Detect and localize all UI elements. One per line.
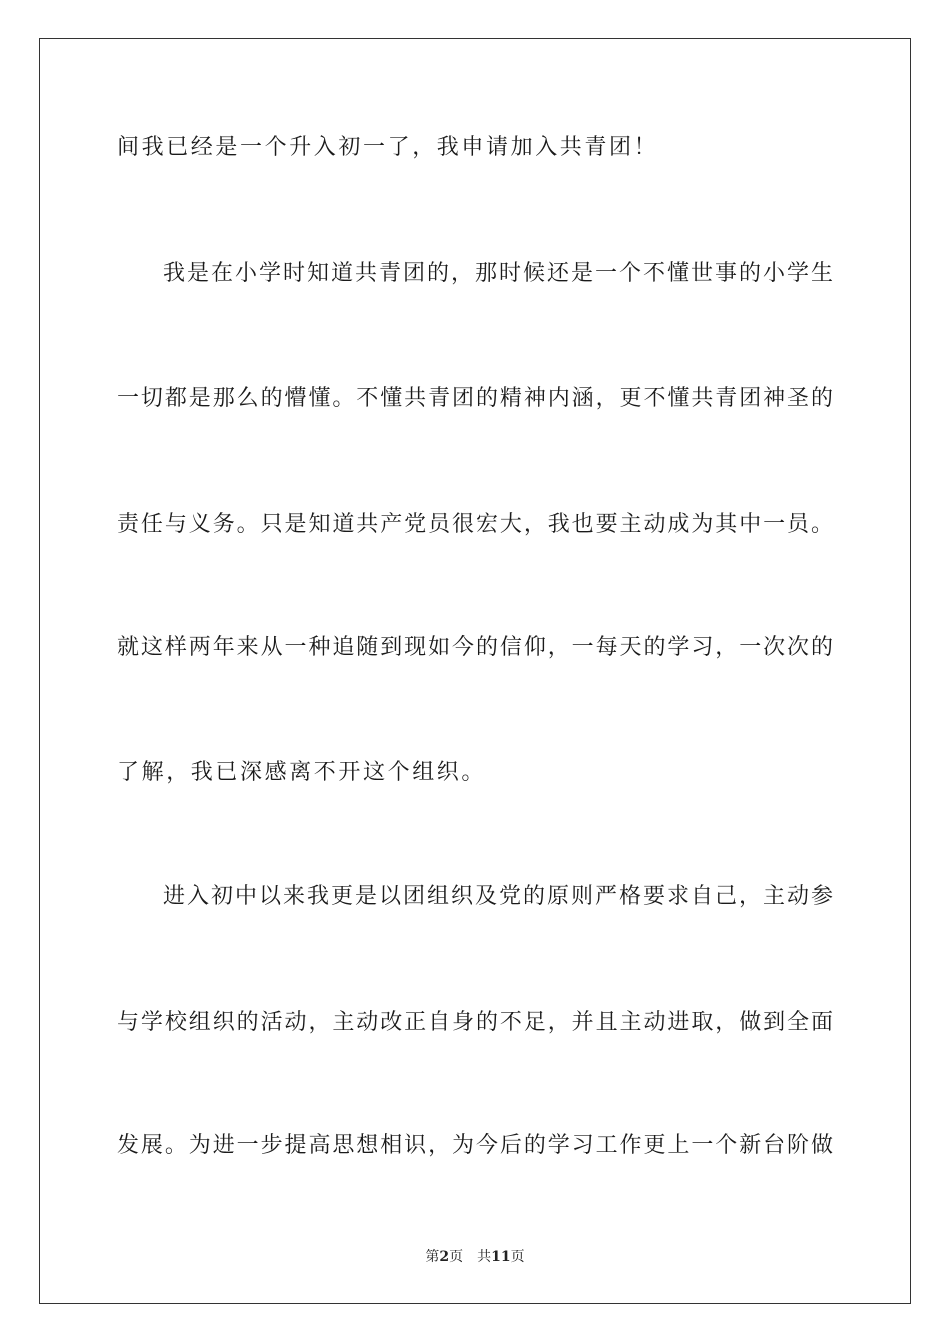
text-line-7: 进入初中以来我更是以团组织及党的原则严格要求自己，主动参: [163, 884, 833, 909]
text-line-9: 发展。为进一步提高思想相识，为今后的学习工作更上一个新台阶做: [117, 1133, 833, 1158]
text-line-1: 间我已经是一个升入初一了，我申请加入共青团！: [117, 135, 659, 160]
text-line-8: 与学校组织的活动，主动改正自身的不足，并且主动进取，做到全面: [117, 1010, 833, 1035]
page-prefix: 第: [425, 1249, 440, 1265]
total-pages: 11: [491, 1249, 511, 1265]
text-line-3: 一切都是那么的懵懂。不懂共青团的精神内涵，更不懂共青团神圣的: [117, 386, 833, 411]
text-line-6: 了解，我已深感离不开这个组织。: [117, 760, 487, 785]
total-prefix: 共: [477, 1249, 492, 1265]
text-line-4: 责任与义务。只是知道共产党员很宏大，我也要主动成为其中一员。: [117, 512, 833, 537]
page-frame: [39, 38, 911, 1304]
text-line-5: 就这样两年来从一种追随到现如今的信仰，一每天的学习，一次次的: [117, 635, 833, 660]
text-line-2: 我是在小学时知道共青团的，那时候还是一个不懂世事的小学生: [163, 261, 833, 286]
total-suffix: 页: [510, 1249, 525, 1265]
page-suffix: 页: [449, 1249, 464, 1265]
page-number: 2: [439, 1249, 450, 1265]
page-footer: [0, 1247, 950, 1267]
